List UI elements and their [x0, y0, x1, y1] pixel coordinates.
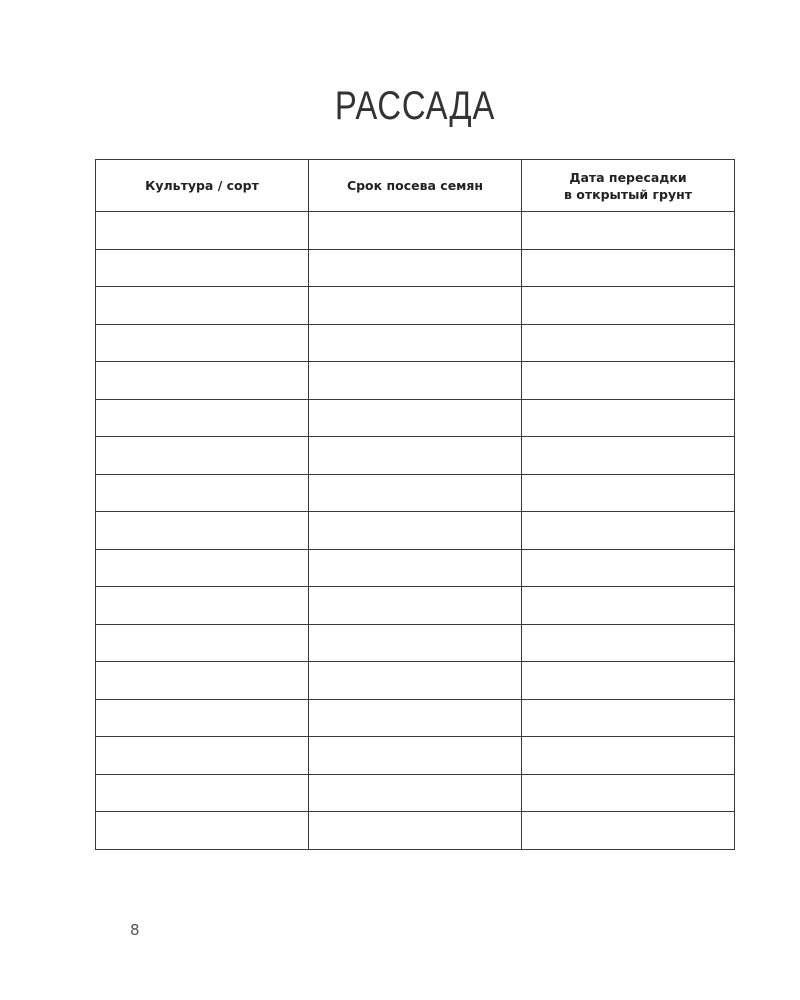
table-cell[interactable]: [522, 624, 735, 662]
table-cell[interactable]: [309, 249, 522, 287]
column-header-label-line-1: Дата пересадки: [569, 169, 687, 185]
table-cell[interactable]: [522, 399, 735, 437]
column-header-crop: [96, 160, 309, 212]
table-cell[interactable]: [522, 362, 735, 400]
column-header-label-line-2: в открытый грунт: [564, 186, 692, 202]
table-cell[interactable]: [522, 812, 735, 850]
table-cell[interactable]: [96, 512, 309, 550]
table-cell[interactable]: [96, 474, 309, 512]
table-cell[interactable]: [309, 587, 522, 625]
table-cell[interactable]: [309, 774, 522, 812]
table-cell[interactable]: [522, 437, 735, 475]
table-row: [96, 512, 735, 550]
table-cell[interactable]: [309, 437, 522, 475]
table-cell[interactable]: [522, 699, 735, 737]
table-cell[interactable]: [309, 362, 522, 400]
table-cell[interactable]: [522, 662, 735, 700]
table-cell[interactable]: [309, 699, 522, 737]
table-row: [96, 249, 735, 287]
table-cell[interactable]: [96, 362, 309, 400]
table-cell[interactable]: [96, 812, 309, 850]
table-cell[interactable]: [96, 287, 309, 325]
table-cell[interactable]: [522, 324, 735, 362]
table-row: [96, 437, 735, 475]
table-cell[interactable]: [522, 287, 735, 325]
table-cell[interactable]: [96, 549, 309, 587]
table-cell[interactable]: [309, 212, 522, 250]
column-header-label: Срок посева семян: [346, 178, 484, 193]
table-cell[interactable]: [96, 774, 309, 812]
table-cell[interactable]: [522, 212, 735, 250]
table-cell[interactable]: [309, 812, 522, 850]
table-row: [96, 774, 735, 812]
table-cell[interactable]: [96, 587, 309, 625]
table-cell[interactable]: [309, 624, 522, 662]
table-cell[interactable]: [522, 774, 735, 812]
table-cell[interactable]: [309, 662, 522, 700]
table-cell[interactable]: [522, 587, 735, 625]
table-cell[interactable]: [309, 737, 522, 775]
table-cell[interactable]: [96, 737, 309, 775]
table-cell[interactable]: [522, 549, 735, 587]
table-cell[interactable]: [96, 662, 309, 700]
column-header-transplant-date: [522, 160, 735, 212]
table-cell[interactable]: [96, 624, 309, 662]
table-cell[interactable]: [96, 212, 309, 250]
table-row: [96, 212, 735, 250]
table-cell[interactable]: [96, 699, 309, 737]
column-header-label: Культура / сорт: [145, 178, 259, 193]
table-cell[interactable]: [309, 287, 522, 325]
table-cell[interactable]: [522, 737, 735, 775]
table-row: [96, 287, 735, 325]
table-cell[interactable]: [309, 512, 522, 550]
page-title: РАССАДА: [334, 84, 496, 128]
table-row: [96, 662, 735, 700]
table-body: [96, 212, 735, 850]
table-cell[interactable]: [309, 474, 522, 512]
table-header-row: [96, 160, 735, 212]
page-number: 8: [130, 921, 140, 939]
table-cell[interactable]: [522, 512, 735, 550]
table-row: [96, 324, 735, 362]
table-row: [96, 812, 735, 850]
table-row: [96, 699, 735, 737]
table-cell[interactable]: [309, 399, 522, 437]
table-cell[interactable]: [96, 399, 309, 437]
table-row: [96, 399, 735, 437]
table-cell[interactable]: [522, 249, 735, 287]
table-cell[interactable]: [309, 324, 522, 362]
column-header-sowing-date: [309, 160, 522, 212]
table-cell[interactable]: [309, 549, 522, 587]
table-row: [96, 624, 735, 662]
table-cell[interactable]: [96, 249, 309, 287]
table-row: [96, 587, 735, 625]
table-cell[interactable]: [96, 324, 309, 362]
table-cell[interactable]: [522, 474, 735, 512]
table-row: [96, 737, 735, 775]
table-row: [96, 549, 735, 587]
table-row: [96, 362, 735, 400]
table-cell[interactable]: [96, 437, 309, 475]
table-row: [96, 474, 735, 512]
seedling-table: [95, 159, 735, 850]
